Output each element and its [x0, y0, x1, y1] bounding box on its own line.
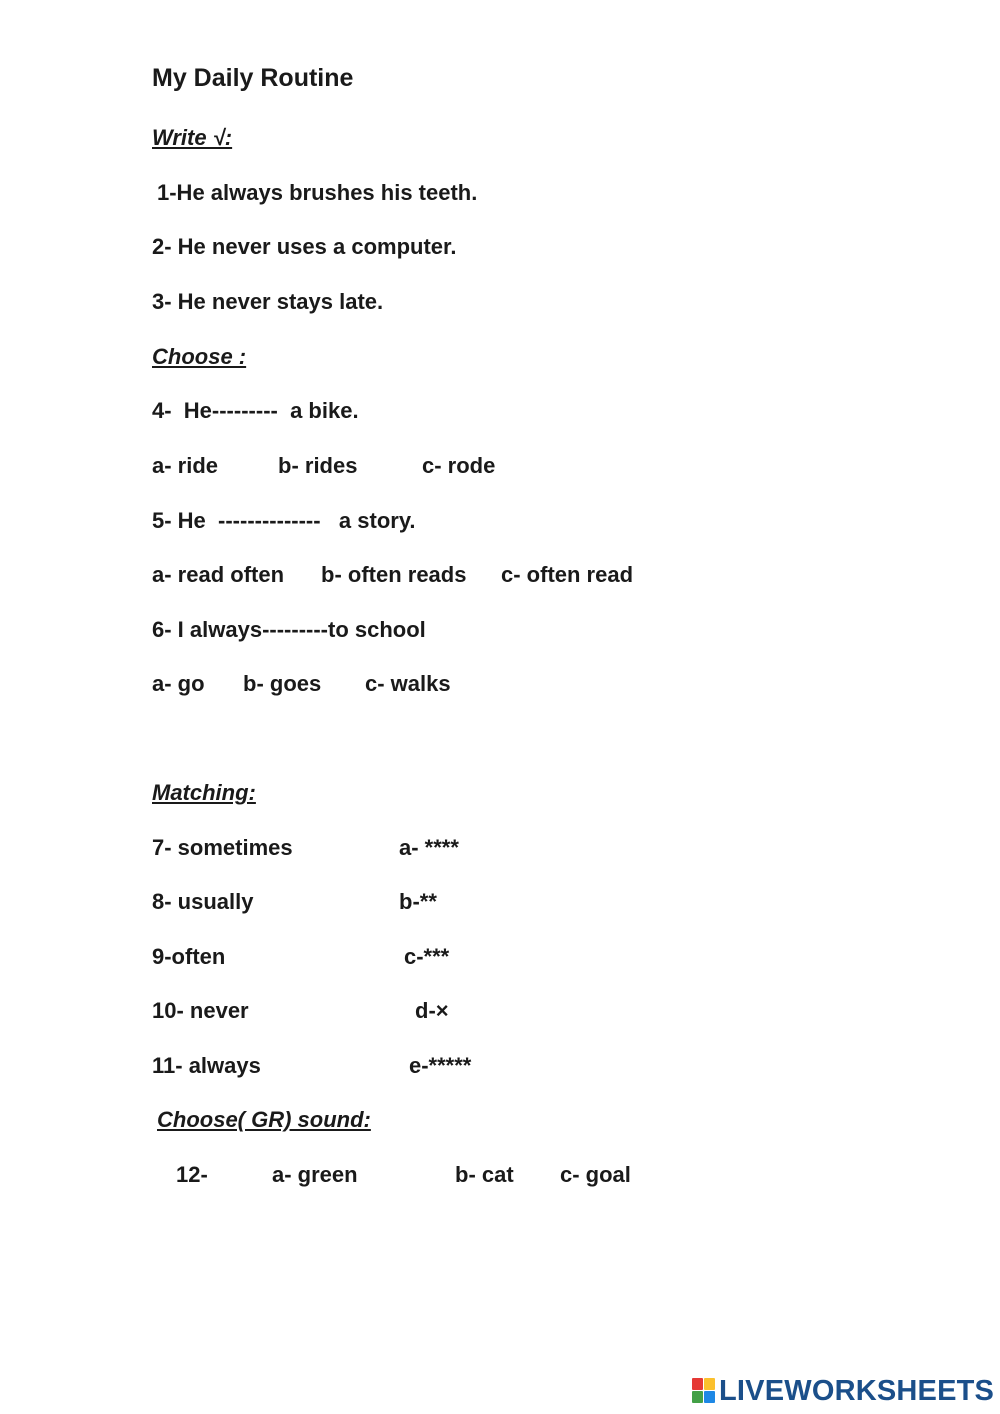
gr-option-a[interactable]: a- green	[272, 1162, 358, 1187]
matching-left-8[interactable]: 8- usually	[152, 889, 254, 914]
section-write-heading: Write √:	[152, 125, 233, 150]
liveworksheets-logo-icon	[692, 1378, 716, 1404]
choose-5-option-b[interactable]: b- often reads	[321, 562, 467, 587]
page-title: My Daily Routine	[152, 64, 354, 92]
choose-6-option-a[interactable]: a- go	[152, 671, 205, 696]
choose-question-6: 6- I always---------to school	[152, 617, 426, 642]
choose-4-option-a[interactable]: a- ride	[152, 453, 219, 478]
logo-square-1	[692, 1378, 703, 1390]
gr-question-12: 12-	[176, 1162, 208, 1187]
matching-right-b[interactable]: b-**	[399, 889, 437, 914]
choose-6-option-c[interactable]: c- walks	[365, 671, 451, 696]
matching-right-d[interactable]: d-×	[415, 998, 449, 1023]
matching-left-7[interactable]: 7- sometimes	[152, 835, 293, 860]
write-item-1[interactable]: 1-He always brushes his teeth.	[157, 180, 478, 205]
section-choose-heading: Choose :	[152, 344, 247, 369]
logo-square-2	[704, 1378, 715, 1390]
choose-5-option-c[interactable]: c- often read	[501, 562, 634, 587]
matching-left-9[interactable]: 9-often	[152, 944, 226, 969]
choose-question-4: 4- He--------- a bike.	[152, 398, 359, 423]
matching-left-10[interactable]: 10- never	[152, 998, 249, 1023]
gr-option-b[interactable]: b- cat	[455, 1162, 514, 1187]
liveworksheets-logo-text: LIVEWORKSHEETS	[719, 1375, 995, 1407]
section-gr-sound-heading: Choose( GR) sound:	[157, 1107, 371, 1132]
section-matching-heading: Matching:	[152, 780, 256, 805]
matching-right-e[interactable]: e-*****	[409, 1053, 472, 1078]
choose-6-option-b[interactable]: b- goes	[243, 671, 322, 696]
choose-4-option-b[interactable]: b- rides	[278, 453, 358, 478]
choose-5-option-a[interactable]: a- read often	[152, 562, 285, 587]
write-item-3[interactable]: 3- He never stays late.	[152, 289, 384, 314]
choose-4-option-c[interactable]: c- rode	[422, 453, 496, 478]
matching-left-11[interactable]: 11- always	[152, 1053, 261, 1078]
liveworksheets-logo	[692, 1374, 994, 1408]
matching-right-a[interactable]: a- ****	[399, 835, 459, 860]
write-item-2[interactable]: 2- He never uses a computer.	[152, 234, 457, 259]
matching-right-c[interactable]: c-***	[404, 944, 450, 969]
logo-square-4	[704, 1391, 715, 1403]
gr-option-c[interactable]: c- goal	[560, 1162, 631, 1187]
logo-square-3	[692, 1391, 703, 1403]
choose-question-5: 5- He -------------- a story.	[152, 508, 416, 533]
